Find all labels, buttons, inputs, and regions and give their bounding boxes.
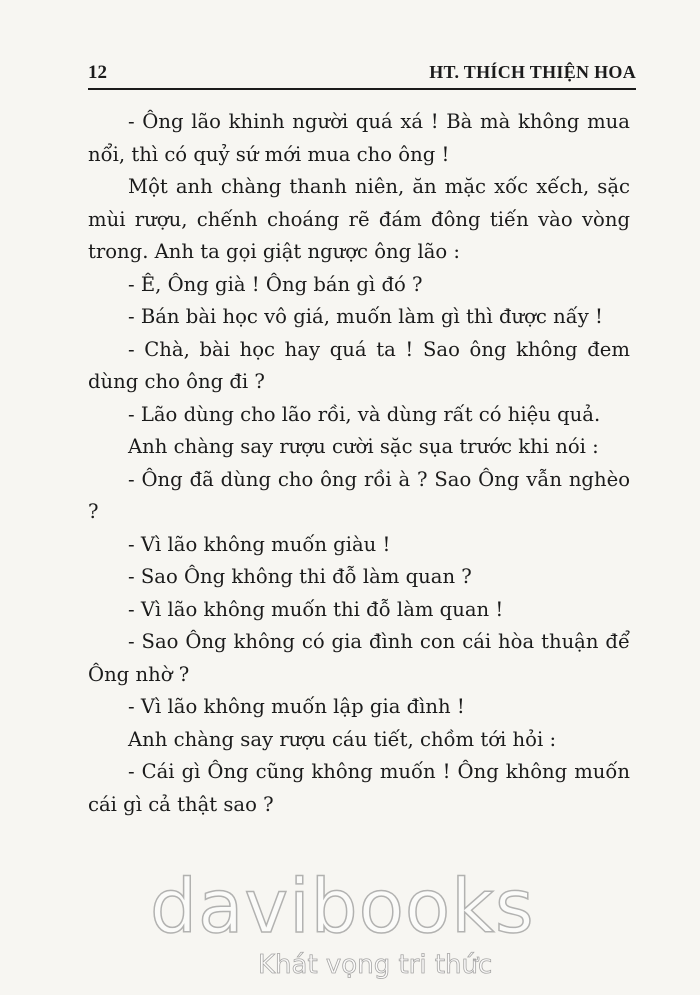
paragraph-15: - Cái gì Ông cũng không muốn ! Ông không muốn cái gì cả thật sao ?	[88, 760, 630, 816]
paragraph-5: - Chà, bài học hay quá ta ! Sao ông không đem dùng cho ông đi ?	[88, 337, 630, 393]
paragraph-9: - Vì lão không muốn giàu !	[128, 532, 391, 556]
running-title: HT. THÍCH THIỆN HOA	[429, 62, 636, 82]
paragraph-1: - Ông lão khinh người quá xá ! Bà mà không mua nổi, thì có quỷ sứ mới mua cho ông !	[88, 110, 630, 166]
paragraph-12: - Sao Ông không có gia đình con cái hòa thuận để Ông nhờ ?	[88, 630, 630, 686]
body-text	[88, 106, 630, 821]
page-number: 12	[88, 62, 107, 83]
paragraph-4: - Bán bài học vô giá, muốn làm gì thì được nấy !	[128, 305, 603, 328]
header-rule	[88, 88, 636, 90]
paragraph-2: Một anh chàng thanh niên, ăn mặc xốc xếch, sặc mùi rượu, chếnh choáng rẽ đám đông tiến vào vòng trong. Anh ta gọi giật ngược ông lão :	[88, 175, 630, 263]
paragraph-11: - Vì lão không muốn thi đỗ làm quan !	[128, 597, 504, 621]
paragraph-10: - Sao Ông không thi đỗ làm quan ?	[128, 565, 472, 588]
paragraph-3: - Ê, Ông già ! Ông bán gì đó ?	[128, 272, 423, 296]
paragraph-13: - Vì lão không muốn lập gia đình !	[128, 695, 465, 718]
watermark	[150, 862, 550, 982]
watermark-brand: davibooks	[150, 864, 535, 950]
paragraph-7: Anh chàng say rượu cười sặc sụa trước khi nói :	[128, 435, 599, 458]
watermark-tagline: Khát vọng tri thức	[258, 950, 493, 980]
paragraph-14: Anh chàng say rượu cáu tiết, chồm tới hỏi :	[128, 727, 557, 751]
paragraph-8: - Ông đã dùng cho ông rồi à ? Sao Ông vẫn nghèo ?	[88, 467, 630, 523]
paragraph-6: - Lão dùng cho lão rồi, và dùng rất có hiệu quả.	[128, 402, 601, 426]
page-header	[88, 62, 636, 90]
